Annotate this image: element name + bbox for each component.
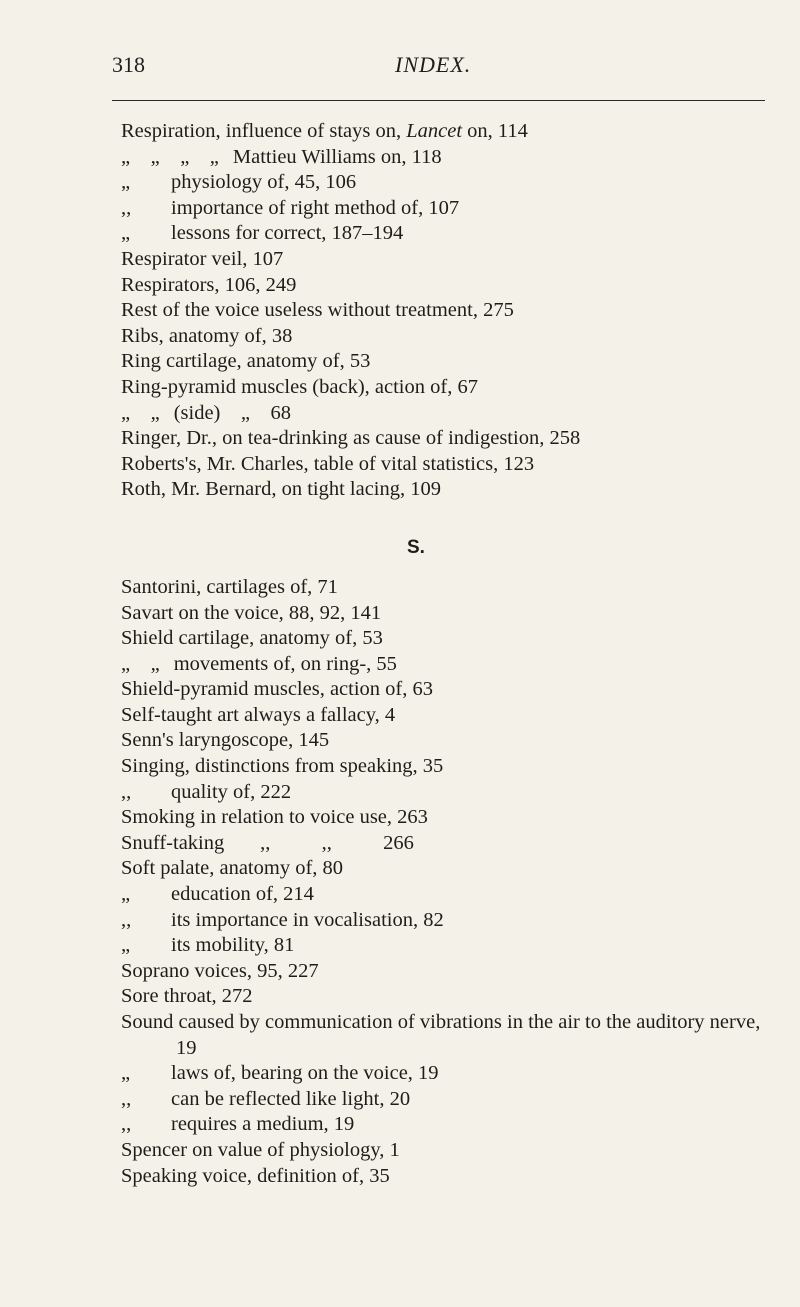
entry-text: Roth, Mr. Bernard, on tight lacing, 109 bbox=[121, 478, 441, 501]
index-entry bbox=[121, 575, 771, 601]
index-entry bbox=[121, 831, 771, 857]
index-entry bbox=[121, 1164, 771, 1190]
entry-text: Soprano voices, 95, 227 bbox=[121, 959, 319, 982]
entry-text: Sound caused by communication of vibrations in the air to the auditory nerve, 19 bbox=[121, 1011, 761, 1059]
index-entry bbox=[121, 933, 771, 959]
entry-text: physiology of, 45, 106 bbox=[171, 171, 357, 194]
index-entry bbox=[121, 959, 771, 985]
entry-text: Self-taught art always a fallacy, 4 bbox=[121, 703, 396, 726]
index-entry bbox=[121, 1061, 771, 1087]
index-entry bbox=[121, 324, 771, 350]
ditto-mark: „ bbox=[121, 1062, 131, 1085]
ditto-mark: ,, bbox=[121, 908, 132, 931]
index-entry bbox=[121, 273, 771, 299]
entry-text: Ring-pyramid muscles (back), action of, 67 bbox=[121, 375, 478, 398]
index-entry bbox=[121, 601, 771, 627]
index-entry bbox=[121, 728, 771, 754]
ditto-mark: „ „ bbox=[121, 401, 160, 424]
entry-text: movements of, on ring-, 55 bbox=[173, 652, 397, 675]
section-letter-s: S. bbox=[407, 536, 425, 558]
index-entry bbox=[121, 1112, 771, 1138]
index-entry bbox=[121, 426, 771, 452]
ditto-mark: „ bbox=[121, 222, 131, 245]
entry-text: Rest of the voice useless without treatment, 275 bbox=[121, 299, 514, 322]
index-entry bbox=[121, 247, 771, 273]
entry-italic: Lancet bbox=[406, 120, 463, 142]
entry-text: Ribs, anatomy of, 38 bbox=[121, 324, 293, 347]
index-entry bbox=[121, 477, 771, 503]
index-entry bbox=[121, 1087, 771, 1113]
entry-text: quality of, 222 bbox=[171, 780, 292, 803]
entry-tail: on, 114 bbox=[462, 120, 528, 142]
ditto-mark: „ bbox=[121, 883, 131, 906]
header-rule bbox=[112, 100, 765, 101]
entry-text: (side) „ 68 bbox=[173, 401, 291, 424]
entry-text: Singing, distinctions from speaking, 35 bbox=[121, 755, 444, 778]
ditto-mark: „ bbox=[121, 934, 131, 957]
entry-text: Mattieu Williams on, 118 bbox=[232, 145, 442, 168]
index-entry bbox=[121, 626, 771, 652]
entry-text: importance of right method of, 107 bbox=[171, 196, 460, 219]
index-entry bbox=[121, 677, 771, 703]
entry-text: Savart on the voice, 88, 92, 141 bbox=[121, 601, 382, 624]
index-entry bbox=[121, 984, 771, 1010]
index-entry bbox=[121, 856, 771, 882]
entry-text: Shield-pyramid muscles, action of, 63 bbox=[121, 678, 433, 701]
index-entry bbox=[121, 145, 771, 171]
ditto-mark: ,, bbox=[121, 1087, 132, 1110]
index-entry bbox=[121, 401, 771, 427]
ditto-mark: „ „ bbox=[121, 652, 160, 675]
index-entry bbox=[121, 298, 771, 324]
entry-head: Respiration, influence of stays on, bbox=[121, 120, 407, 142]
index-entries bbox=[121, 119, 771, 1189]
page-header bbox=[0, 52, 800, 86]
index-entry bbox=[121, 170, 771, 196]
index-entry bbox=[121, 375, 771, 401]
section-s bbox=[121, 575, 771, 1189]
running-title: INDEX. bbox=[395, 52, 472, 77]
entry-text: Sore throat, 272 bbox=[121, 985, 253, 1008]
entry-text: Smoking in relation to voice use, 263 bbox=[121, 806, 428, 829]
entry-text: Respirators, 106, 249 bbox=[121, 273, 297, 296]
entry-text: Snuff-taking ,, ,, 266 bbox=[121, 831, 414, 854]
page-number: 318 bbox=[112, 52, 145, 77]
index-entry bbox=[121, 652, 771, 678]
entry-text: its mobility, 81 bbox=[171, 934, 295, 957]
index-entry bbox=[121, 452, 771, 478]
entry-text: can be reflected like light, 20 bbox=[171, 1087, 411, 1110]
index-entry bbox=[121, 349, 771, 375]
entry-text: Shield cartilage, anatomy of, 53 bbox=[121, 627, 383, 650]
entry-text: Speaking voice, definition of, 35 bbox=[121, 1164, 390, 1187]
entry-text: Respirator veil, 107 bbox=[121, 247, 284, 270]
index-entry bbox=[121, 1138, 771, 1164]
index-entry bbox=[121, 221, 771, 247]
index-entry bbox=[121, 882, 771, 908]
entry-text: Senn's laryngoscope, 145 bbox=[121, 729, 330, 752]
entry-text: its importance in vocalisation, 82 bbox=[171, 908, 444, 931]
index-entry bbox=[121, 196, 771, 222]
entry-text: education of, 214 bbox=[171, 883, 314, 906]
index-entry bbox=[121, 1010, 771, 1061]
entry-text: Soft palate, anatomy of, 80 bbox=[121, 857, 344, 880]
ditto-mark: ,, bbox=[121, 1113, 132, 1136]
entry-text: Santorini, cartilages of, 71 bbox=[121, 575, 338, 598]
index-entry bbox=[121, 119, 771, 145]
index-entry bbox=[121, 703, 771, 729]
entry-text: laws of, bearing on the voice, 19 bbox=[171, 1062, 439, 1085]
ditto-mark: „ bbox=[121, 171, 131, 194]
entry-text: lessons for correct, 187–194 bbox=[171, 222, 404, 245]
ditto-mark: ,, bbox=[121, 780, 132, 803]
index-entry bbox=[121, 805, 771, 831]
index-entry bbox=[121, 780, 771, 806]
ditto-mark: ,, bbox=[121, 196, 132, 219]
entry-text: requires a medium, 19 bbox=[171, 1113, 355, 1136]
ditto-mark: „ „ „ „ bbox=[121, 145, 219, 168]
entry-text: Roberts's, Mr. Charles, table of vital statistics, 123 bbox=[121, 452, 535, 475]
entry-text: Spencer on value of physiology, 1 bbox=[121, 1138, 400, 1161]
section-r bbox=[121, 119, 771, 503]
index-entry bbox=[121, 908, 771, 934]
index-entry bbox=[121, 754, 771, 780]
entry-text: Ringer, Dr., on tea-drinking as cause of indigestion, 258 bbox=[121, 427, 581, 450]
entry-text: Ring cartilage, anatomy of, 53 bbox=[121, 350, 371, 373]
